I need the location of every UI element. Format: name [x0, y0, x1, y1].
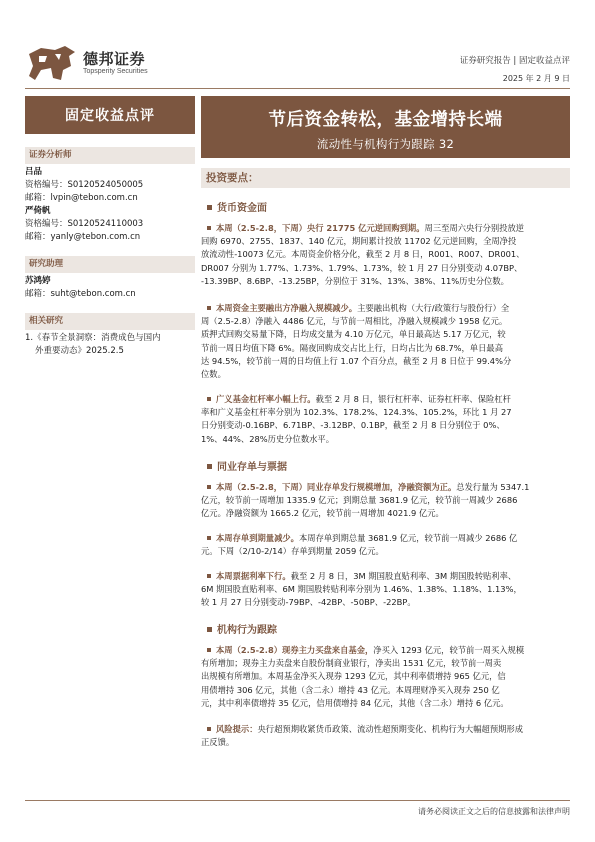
bullet-icon	[207, 648, 211, 652]
key-points-heading: 投资要点：	[201, 168, 570, 188]
related-report-link[interactable]: 外重要动态》2025.2.5	[35, 346, 124, 356]
bullet-icon	[207, 226, 211, 230]
list-item: 本周（2.5-2.8）现券主力买盘来自基金，净买入 1293 亿元，较节前一周买入规模 有所增加；现券主力卖盘来自股份制商业银行，净卖出 1531 亿元，较节前一周卖 出规模有所增加。本周基金净买入现券 1293 亿元，其中利率债增持 965 亿元，信 用债增持 306 亿元，其他（含二永）增持 43 亿元。本周理财净买入现券 250 亿 元，其中利率债增持 35 亿元，信用债增持 84 亿元，其他（含二永）增持 6 亿元。	[201, 645, 525, 708]
bullet-icon	[207, 727, 211, 731]
header-divider	[25, 88, 570, 89]
footer-divider	[25, 800, 570, 801]
section-heading: 同业存单与票据	[201, 458, 287, 473]
assistant-name: 苏鸿婷	[25, 276, 51, 286]
report-date: 2025 年 2 月 9 日	[502, 74, 570, 83]
brand-name-cn: 德邦证券	[83, 50, 146, 68]
page-title: 节后资金转松，基金增持长端	[268, 110, 503, 130]
analyst-name: 吕品	[25, 167, 43, 177]
brand-logo	[25, 44, 155, 84]
list-item: 本周（2.5-2.8，下周）央行 21775 亿元逆回购到期。周三至周六央行分别投放逆 回购 6970、2755、1837、140 亿元，期间累计投放 11702 亿元逆回购，全周净投 放流动性-10073 亿元。本周资金价格分化，截至 2 月 8 日，R001、R007、DR001、 DR007 分别为 1.77%、1.73%、1.79%、1.73%，较 1 月 27 日分别变动 4.07BP、 -13.39BP、8.6BP、-13.25BP，分别位于 31%、13%、38%、11%历史分位数。	[201, 223, 525, 286]
bullet-icon	[207, 536, 211, 540]
list-item: 本周资金主要融出方净融入规模减少。主要融出机构（大行/政策行与股份行）全 周（2.5-2.8）净融入 4486 亿元，与节前一周相比，净融入规模减少 1958 亿元。 质押式回购交易量下降，日均成交量为 4.10 万亿元，单日最高达 5.17 万亿元，较 节前一周日均值下降 6%。隔夜回购成交占比上行，日均占比为 68.7%，单日最高 达 94.5%，较节前一周的日均值上行 1.07 个百分点，截至 2 月 8 日位于 99.4%分 位数。	[201, 303, 512, 380]
list-item: 风险提示：央行超预期收紧货币政策、流动性超预期变化、机构行为大幅超预期形成 正反馈。	[201, 724, 524, 748]
bull-logo-icon	[25, 44, 79, 84]
section-heading: 机构行为跟踪	[201, 621, 277, 636]
bullet-icon	[207, 397, 211, 401]
analyst-cert: 资格编号：S0120524110003	[25, 219, 144, 229]
analyst-email[interactable]: 邮箱：lvpin@tebon.com.cn	[25, 193, 138, 203]
list-item: 本周（2.5-2.8，下周）同业存单发行规模增加，净融资额为正。总发行量为 5347.1 亿元，较节前一周增加 1335.9 亿元；到期总量 3681.9 亿元，较节前一周减少 2686 亿元。净融资额为 1665.2 亿元，较节前一周增加 4021.9 亿元。	[201, 482, 530, 519]
analyst-cert: 资格编号：S0120524050005	[25, 180, 144, 190]
square-bullet-icon	[207, 464, 212, 469]
section-heading: 货币资金面	[201, 199, 267, 214]
report-category: 固定收益点评	[25, 96, 195, 134]
square-bullet-icon	[207, 205, 212, 210]
bullet-icon	[207, 306, 211, 310]
analyst-name: 严倚帆	[25, 206, 51, 216]
list-item: 本周存单到期量减少。本周存单到期总量 3681.9 亿元，较节前一周减少 2686 亿 元。下周（2/10-2/14）存单到期量 2059 亿元。	[201, 533, 518, 557]
list-item: 本周票据利率下行。截至 2 月 8 日，3M 期国股直贴利率、3M 期国股转贴利率、 6M 期国股直贴利率、6M 期国股转贴利率分别为 1.46%、1.38%、1.18%、1.13%， 较 1 月 27 日分别变动-79BP、-42BP、-50BP、-22BP。	[201, 571, 522, 608]
square-bullet-icon	[207, 627, 212, 632]
assistant-email[interactable]: 邮箱：suht@tebon.com.cn	[25, 289, 136, 299]
analyst-heading: 证券分析师	[25, 147, 195, 164]
related-heading: 相关研究	[25, 313, 195, 330]
analyst-email[interactable]: 邮箱：yanly@tebon.com.cn	[25, 232, 141, 242]
disclaimer-note: 请务必阅读正文之后的信息披露和法律声明	[418, 807, 570, 816]
report-type: 证券研究报告 | 固定收益点评	[459, 56, 570, 66]
title-banner	[201, 96, 570, 158]
list-item: 广义基金杠杆率小幅上行。截至 2 月 8 日，银行杠杆率、证券杠杆率、保险杠杆 率和广义基金杠杆率分别为 102.3%、178.2%、124.3%、105.2%，环比 1 月 27 日分别变动-0.16BP、6.71BP、-3.12BP、0.1BP，截至 2 月 8 日分别位于 0%、 1%、44%、28%历史分位数水平。	[201, 394, 512, 444]
bullet-icon	[207, 574, 211, 578]
bullet-icon	[207, 485, 211, 489]
related-report-link[interactable]: 1.《春节全景洞察：消费成色与国内	[25, 333, 161, 343]
page-subtitle: 流动性与机构行为跟踪 32	[316, 137, 455, 151]
brand-name-en: Topsperity Securities	[83, 68, 148, 75]
assistant-heading: 研究助理	[25, 256, 195, 273]
